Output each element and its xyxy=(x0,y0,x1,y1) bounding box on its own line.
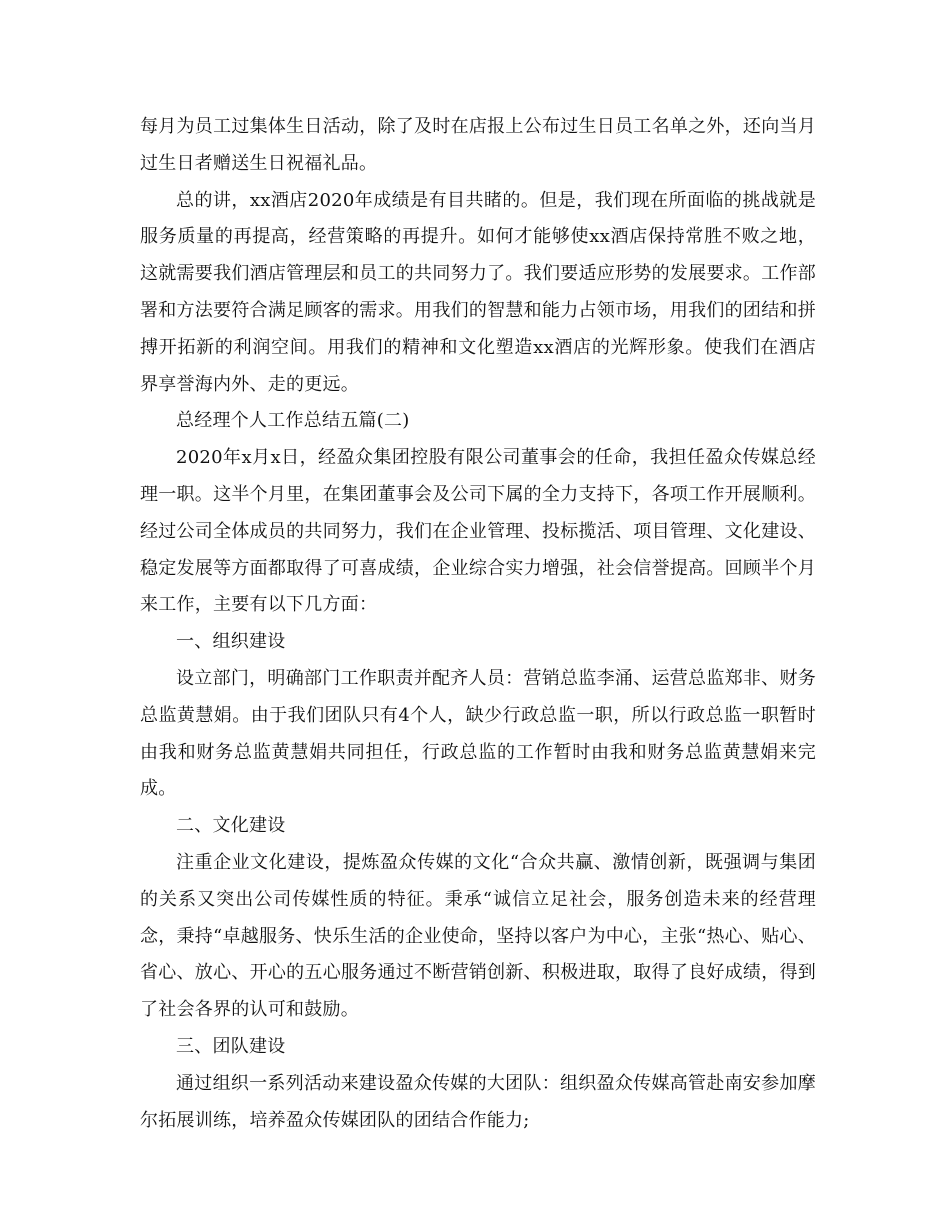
paragraph-birthday-activity: 每月为员工过集体生日活动，除了及时在店报上公布过生日员工名单之外，还向当月过生日者赠送生日祝福礼品。 xyxy=(140,116,816,174)
heading-organization: 一、组织建设 xyxy=(176,631,286,653)
heading-team: 三、团队建设 xyxy=(176,1035,286,1057)
heading-culture: 二、文化建设 xyxy=(176,815,286,837)
paragraph-hotel-summary: 总的讲，xx酒店2020年成绩是有目共睹的。但是，我们现在所面临的挑战就是服务质量的再提高，经营策略的再提升。如何才能够使xx酒店保持常胜不败之地，这就需要我们酒店管理层和员工的共同努力了。我们要适应形势的发展要求。工作部署和方法要符合满足顾客的需求。用我们的智慧和能力占领市场，用我们的团结和拼搏开拓新的利润空间。用我们的精神和文化塑造xx酒店的光辉形象。使我们在酒店界享誉海内外、走的更远。 xyxy=(140,189,816,395)
paragraph-organization: 设立部门，明确部门工作职责并配齐人员：营销总监李涌、运营总监郑非、财务总监黄慧娟。由于我们团队只有4个人，缺少行政总监一职，所以行政总监一职暂时由我和财务总监黄慧娟共同担任，行政总监的工作暂时由我和财务总监黄慧娟来完成。 xyxy=(140,667,816,800)
section-title: 总经理个人工作总结五篇(二) xyxy=(176,410,410,432)
paragraph-culture: 注重企业文化建设，提炼盈众传媒的文化“合众共赢、激情创新，既强调与集团的关系又突出公司传媒性质的特征。秉承“诚信立足社会，服务创造未来的经营理念，秉持“卓越服务、快乐生活的企业使命，坚持以客户为中心，主张“热心、贴心、省心、放心、开心的五心服务通过不断营销创新、积极进取，取得了良好成绩，得到了社会各界的认可和鼓励。 xyxy=(140,851,816,1021)
document-body xyxy=(140,109,816,1139)
paragraph-team: 通过组织一系列活动来建设盈众传媒的大团队：组织盈众传媒高管赴南安参加摩尔拓展训练，培养盈众传媒团队的团结合作能力; xyxy=(140,1072,816,1131)
paragraph-appointment: 2020年x月x日，经盈众集团控股有限公司董事会的任命，我担任盈众传媒总经理一职。这半个月里，在集团董事会及公司下属的全力支持下，各项工作开展顺利。经过公司全体成员的共同努力，我们在企业管理、投标揽活、项目管理、文化建设、稳定发展等方面都取得了可喜成绩，企业综合实力增强，社会信誉提高。回顾半个月来工作，主要有以下几方面： xyxy=(140,447,816,616)
